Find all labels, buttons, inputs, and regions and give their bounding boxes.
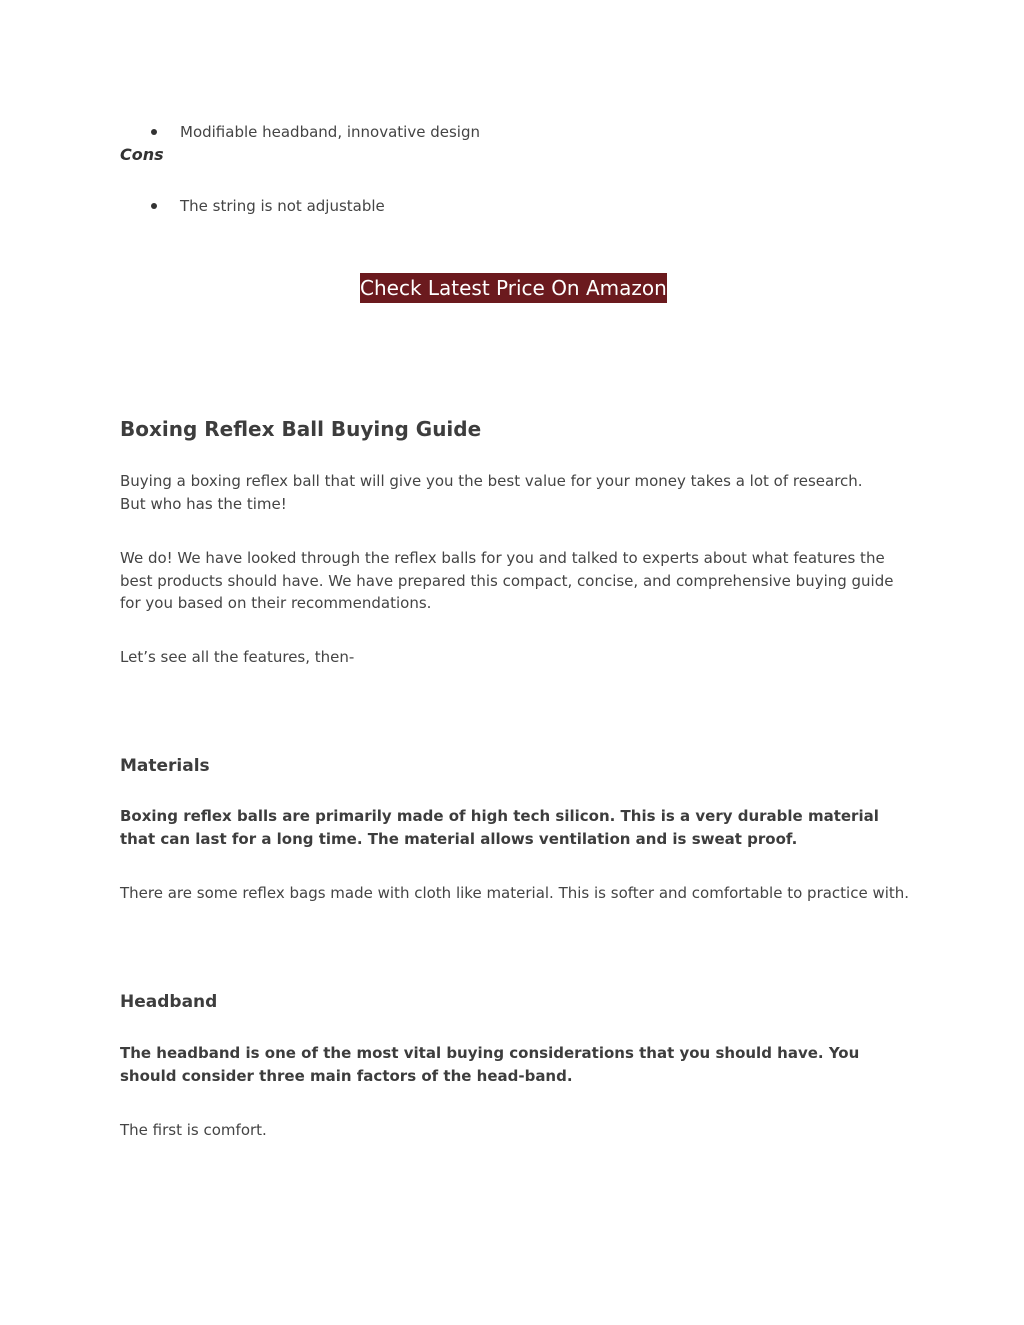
pros-item: Modifiable headband, innovative design (180, 123, 480, 141)
materials-paragraph: There are some reflex bags made with cloth like material. This is softer and comfortable to practice with. (120, 884, 910, 902)
headband-paragraph: The first is comfort. (120, 1121, 267, 1139)
guide-title: Boxing Reflex Ball Buying Guide (120, 417, 482, 441)
check-price-button[interactable]: Check Latest Price On Amazon (360, 273, 667, 303)
bullet-dot (151, 203, 157, 209)
headband-bold-paragraph: The headband is one of the most vital buying considerations that you should have. You should consider three main factors of the head-band. (120, 1044, 860, 1085)
guide-paragraph: Buying a boxing reflex ball that will give you the best value for your money takes a lot of research. But who has the time! (120, 472, 863, 513)
guide-paragraph: We do! We have looked through the reflex balls for you and talked to experts about what features the best products should have. We have prepared this compact, concise, and comprehensive buying guide for you based on their recommendations. (120, 549, 894, 612)
materials-bold-paragraph: Boxing reflex balls are primarily made of high tech silicon. This is a very durable material that can last for a long time. The material allows ventilation and is sweat proof. (120, 807, 879, 848)
bullet-dot (151, 129, 157, 135)
headband-title: Headband (120, 992, 218, 1012)
materials-title: Materials (120, 756, 210, 776)
cons-item: The string is not adjustable (180, 197, 385, 215)
guide-paragraph: Let’s see all the features, then- (120, 648, 355, 666)
cons-label: Cons (120, 145, 164, 164)
